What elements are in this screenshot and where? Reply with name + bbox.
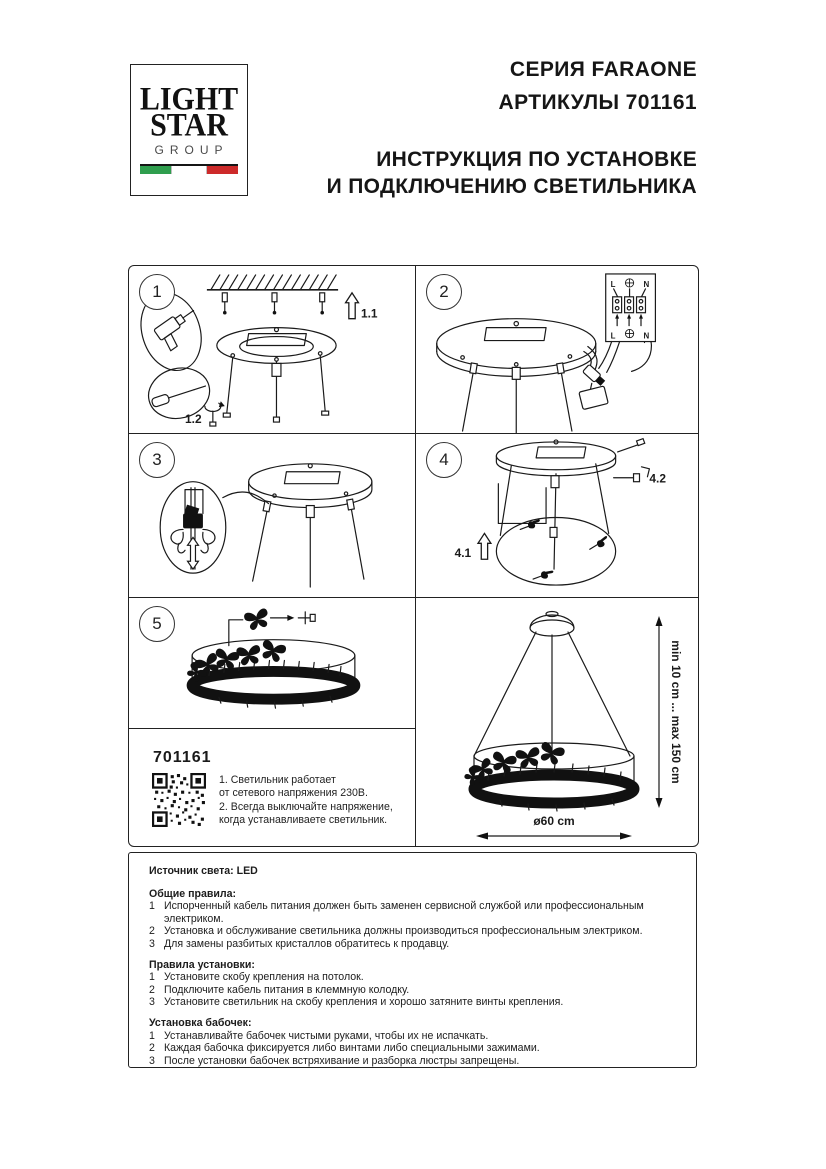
section-title: Общие правила: [149, 887, 237, 900]
note-item [149, 925, 674, 938]
notes-panel [128, 852, 697, 1068]
double-arrow-icon [188, 537, 199, 569]
section-title: Правила установки: [149, 958, 255, 971]
light-source-note: Источник света: LED [149, 865, 258, 877]
note-item [149, 996, 674, 1009]
qr-note [219, 774, 393, 828]
step-5-number: 5 [139, 606, 175, 642]
height-range-label: min 10 cm ... max 150 cm [669, 640, 683, 784]
header-titles [327, 58, 697, 200]
note-item [149, 984, 674, 997]
chandelier-drawing [416, 598, 698, 846]
mounting-ring [217, 328, 336, 364]
item-number: 2 [149, 983, 155, 996]
diameter-dimension [476, 814, 632, 840]
item-text: Испорченный кабель питания должен быть заменен сервисной службой или профессиональным электриком. [164, 900, 644, 925]
crystal-ring [192, 671, 355, 699]
item-number: 3 [149, 937, 155, 950]
item-number: 3 [149, 996, 155, 1009]
logo-light-text: LIGHT [139, 81, 239, 118]
item-number: 1 [149, 900, 155, 913]
leader-lines [599, 342, 620, 373]
fastening-pin [271, 612, 316, 624]
instruction-line-1: ИНСТРУКЦИЯ ПО УСТАНОВКЕ [376, 148, 697, 171]
step-3-panel [129, 434, 416, 598]
diameter-label: ø60 cm [533, 814, 575, 828]
label-4-1: 4.1 [454, 546, 472, 561]
pointing-hand-icon [595, 536, 609, 549]
flag-green [140, 166, 171, 174]
earth-icon [625, 329, 633, 337]
instruction-line-2: И ПОДКЛЮЧЕНИЮ СВЕТИЛЬНИКА [326, 175, 697, 198]
side-screw [618, 439, 645, 452]
flag-white [171, 166, 207, 174]
earth-icon [625, 279, 633, 287]
wiring-l-top: L [610, 279, 616, 289]
flag-red [207, 166, 238, 174]
power-connector [583, 364, 607, 387]
wiring-n-top: N [643, 279, 650, 289]
qr-code [152, 773, 206, 827]
note-item [149, 1055, 674, 1068]
suspension-rods [253, 499, 364, 587]
step-5-panel [129, 598, 416, 729]
wall-anchors [222, 293, 324, 315]
up-arrow-icon [478, 533, 491, 559]
locking-tool [614, 467, 650, 482]
dimensions-panel [416, 598, 698, 846]
italy-flag [140, 164, 238, 176]
note-item [149, 938, 674, 951]
qr-note-line: 2. Всегда выключайте напряжение, [219, 800, 393, 813]
mounting-ring [496, 440, 615, 476]
item-text: Каждая бабочка фиксируется либо винтами либо специальными зажимами. [164, 1042, 540, 1055]
suspension-cables [474, 632, 630, 756]
butterfly-icon [243, 608, 271, 632]
articles-title: АРТИКУЛЫ 701161 [498, 91, 697, 114]
step-4-panel [416, 434, 698, 598]
cable-gripper-detail [160, 482, 226, 573]
crystal-ring [474, 775, 634, 803]
logo-group-text: GROUP [154, 143, 229, 157]
ceiling-hatch [207, 275, 338, 290]
step-1-panel [129, 266, 416, 434]
qr-note-line: от сетевого напряжения 230В. [219, 787, 368, 800]
note-item [149, 900, 674, 925]
qr-panel [129, 729, 416, 846]
item-number: 1 [149, 1029, 155, 1042]
article-number: 701161 [153, 749, 212, 766]
item-text: Установите скобу крепления на потолок. [164, 971, 364, 984]
item-number: 2 [149, 1042, 155, 1055]
qr-note-line: когда устанавливаете светильник. [219, 814, 388, 827]
series-title: СЕРИЯ FARAONE [509, 58, 697, 81]
wiring-n-bottom: N [643, 331, 650, 341]
item-text: После установки бабочек встряхивание и разборка люстры запрещены. [164, 1054, 520, 1067]
label-1-1: 1.1 [360, 306, 378, 321]
wiring-diagram [606, 274, 656, 342]
latch-pins [520, 526, 598, 579]
instruction-steps-table [128, 265, 699, 847]
lightstar-logo [130, 64, 248, 196]
step-3-number: 3 [139, 442, 175, 478]
note-item [149, 971, 674, 984]
note-item [149, 1042, 674, 1055]
item-number: 2 [149, 925, 155, 938]
step-2-panel [416, 266, 698, 434]
item-number: 3 [149, 1054, 155, 1067]
pointing-hand-icon [540, 569, 553, 580]
step-4-number: 4 [426, 442, 462, 478]
item-text: Устанавливайте бабочек чистыми руками, чтобы их не испачкать. [164, 1029, 489, 1042]
canopy [530, 612, 574, 637]
logo-star-text: STAR [150, 107, 228, 144]
note-item [149, 1030, 674, 1043]
qr-note-line: 1. Светильник работает [219, 774, 336, 786]
step-2-number: 2 [426, 274, 462, 310]
stripped-wire [632, 338, 652, 371]
step-1-number: 1 [139, 274, 175, 310]
terminal-block [613, 297, 646, 313]
hanging-tag [579, 383, 608, 409]
fixing-screws [223, 355, 328, 422]
section-title: Установка бабочек: [149, 1016, 252, 1029]
item-text: Подключите кабель питания в клеммную колодку. [164, 983, 410, 996]
item-text: Установка и обслуживание светильника должны производиться профессиональным электриком. [164, 925, 643, 938]
turn-screw-detail [205, 401, 225, 426]
height-dimension [656, 616, 684, 808]
installation-instruction-title [327, 146, 697, 200]
suspension-rods [500, 464, 608, 569]
item-number: 1 [149, 971, 155, 984]
item-text: Для замены разбитых кристаллов обратитесь к продавцу. [164, 937, 450, 950]
screwdriver-icon [143, 362, 215, 425]
label-1-2: 1.2 [185, 412, 202, 427]
label-4-2: 4.2 [649, 471, 666, 486]
up-arrow-icon [346, 293, 359, 319]
wiring-l-bottom: L [610, 331, 616, 341]
item-text: Установите светильник на скобу крепления и хорошо затяните винты крепления. [164, 996, 564, 1009]
leader-line [223, 492, 269, 504]
